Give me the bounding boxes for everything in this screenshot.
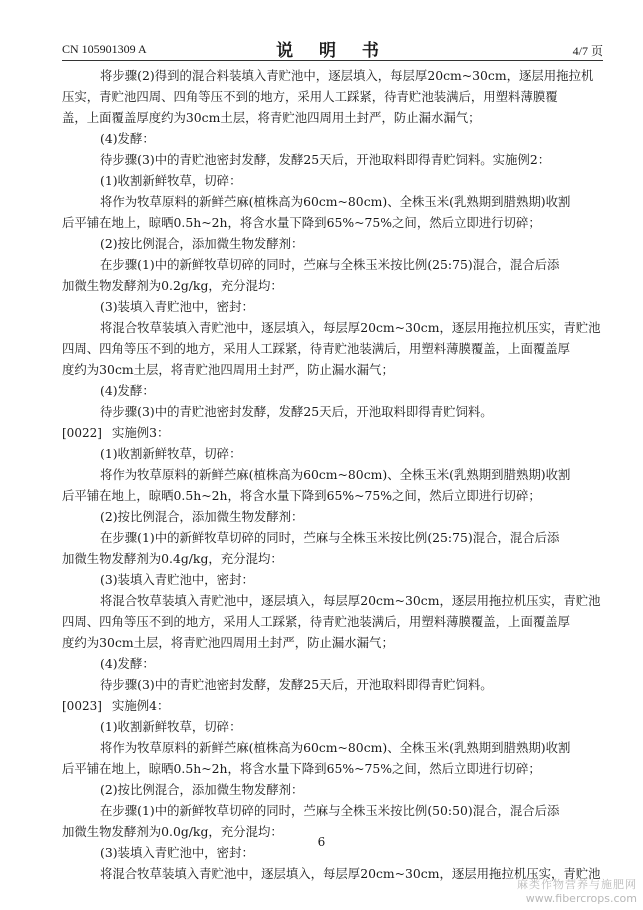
text-line xyxy=(62,212,602,233)
text-line xyxy=(62,170,602,191)
line-text: 四周、四角等压不到的地方，采用人工踩紧，待青贮池装满后，用塑料薄膜覆盖，上面覆盖厚 xyxy=(62,614,571,629)
header-rule xyxy=(62,60,603,61)
text-line xyxy=(62,233,602,254)
line-text: (1)收割新鲜牧草，切碎： xyxy=(100,446,242,461)
line-text: 待步骤(3)中的青贮池密封发酵，发酵25天后，开池取料即得青贮饲料。实施例2： xyxy=(100,152,551,167)
line-text: 度约为30cm土层，将青贮池四周用土封严，防止漏水漏气； xyxy=(62,635,394,650)
text-line xyxy=(62,422,602,443)
line-text: 将作为牧草原料的新鲜苎麻(植株高为60cm~80cm)、全株玉米(乳熟期到腊熟期)收割 xyxy=(100,740,571,755)
text-line xyxy=(62,590,602,611)
text-line xyxy=(62,149,602,170)
text-line xyxy=(62,758,602,779)
line-text: 将步骤(2)得到的混合料装填入青贮池中，逐层填入，每层厚20cm~30cm，逐层用拖拉机 xyxy=(100,68,594,83)
text-line xyxy=(62,296,602,317)
text-line xyxy=(62,380,602,401)
watermark xyxy=(517,876,637,905)
text-line xyxy=(62,65,602,86)
page-title: 说 明 书 xyxy=(276,41,389,61)
line-text: 后平铺在地上，晾晒0.5h~2h，将含水量下降到65%~75%之间，然后立即进行切碎； xyxy=(62,215,541,230)
line-text: 实施例3： xyxy=(112,425,170,440)
line-text: 压实，青贮池四周、四角等压不到的地方，采用人工踩紧，待青贮池装满后，用塑料薄膜覆 xyxy=(62,89,558,104)
text-line xyxy=(62,779,602,800)
line-text: (2)按比例混合，添加微生物发酵剂： xyxy=(100,509,304,524)
line-text: 后平铺在地上，晾晒0.5h~2h，将含水量下降到65%~75%之间，然后立即进行切碎； xyxy=(62,761,541,776)
line-text: 将作为牧草原料的新鲜苎麻(植株高为60cm~80cm)、全株玉米(乳熟期到腊熟期)收割 xyxy=(100,194,571,209)
text-line xyxy=(62,527,602,548)
text-line xyxy=(62,275,602,296)
line-text: (1)收割新鲜牧草，切碎： xyxy=(100,173,242,188)
line-text: 将混合牧草装填入青贮池中，逐层填入，每层厚20cm~30cm，逐层用拖拉机压实，青贮池 xyxy=(100,320,601,335)
line-text: (2)按比例混合，添加微生物发酵剂： xyxy=(100,236,304,251)
text-line xyxy=(62,338,602,359)
page-header xyxy=(62,36,603,61)
text-line xyxy=(62,401,602,422)
line-text: 将混合牧草装填入青贮池中，逐层填入，每层厚20cm~30cm，逐层用拖拉机压实，青贮池 xyxy=(100,866,601,881)
text-line xyxy=(62,107,602,128)
watermark-title: 麻类作物营养与施肥网 xyxy=(517,878,637,891)
line-text: (3)装填入青贮池中，密封： xyxy=(100,572,254,587)
text-line xyxy=(62,800,602,821)
line-text: 度约为30cm土层，将青贮池四周用土封严，防止漏水漏气； xyxy=(62,362,394,377)
line-text: (4)发酵： xyxy=(100,383,155,398)
line-text: 实施例4： xyxy=(112,698,170,713)
text-line xyxy=(62,569,602,590)
doc-number: CN 105901309 A xyxy=(62,42,147,56)
text-line xyxy=(62,443,602,464)
text-line xyxy=(62,632,602,653)
line-text: (4)发酵： xyxy=(100,656,155,671)
text-line xyxy=(62,611,602,632)
text-line xyxy=(62,653,602,674)
line-text: 将作为牧草原料的新鲜苎麻(植株高为60cm~80cm)、全株玉米(乳熟期到腊熟期)收割 xyxy=(100,467,571,482)
line-text: (4)发酵： xyxy=(100,131,155,146)
line-text: 四周、四角等压不到的地方，采用人工踩紧，待青贮池装满后，用塑料薄膜覆盖，上面覆盖厚 xyxy=(62,341,571,356)
text-line xyxy=(62,674,602,695)
page-number: 6 xyxy=(317,835,326,849)
line-text: 在步骤(1)中的新鲜牧草切碎的同时，苎麻与全株玉米按比例(50:50)混合，混合后添 xyxy=(100,803,560,818)
line-text: 待步骤(3)中的青贮池密封发酵，发酵25天后，开池取料即得青贮饲料。 xyxy=(100,677,493,692)
line-text: (3)装填入青贮池中，密封： xyxy=(100,299,254,314)
text-line xyxy=(62,254,602,275)
text-line xyxy=(62,464,602,485)
line-text: (3)装填入青贮池中，密封： xyxy=(100,845,254,860)
text-line xyxy=(62,548,602,569)
line-text: 加微生物发酵剂为0.4g/kg，充分混均： xyxy=(62,551,283,566)
line-text: (2)按比例混合，添加微生物发酵剂： xyxy=(100,782,304,797)
text-line xyxy=(62,86,602,107)
text-line xyxy=(62,506,602,527)
line-text: 后平铺在地上，晾晒0.5h~2h，将含水量下降到65%~75%之间，然后立即进行切碎； xyxy=(62,488,541,503)
text-line xyxy=(62,695,602,716)
paragraph-number: [0022] xyxy=(62,426,102,440)
text-line xyxy=(62,485,602,506)
line-text: 将混合牧草装填入青贮池中，逐层填入，每层厚20cm~30cm，逐层用拖拉机压实，青贮池 xyxy=(100,593,601,608)
text-line xyxy=(62,317,602,338)
text-line xyxy=(62,716,602,737)
line-text: 在步骤(1)中的新鲜牧草切碎的同时，苎麻与全株玉米按比例(25:75)混合，混合后添 xyxy=(100,530,560,545)
line-text: 加微生物发酵剂为0.0g/kg，充分混均： xyxy=(62,824,283,839)
line-text: 待步骤(3)中的青贮池密封发酵，发酵25天后，开池取料即得青贮饲料。 xyxy=(100,404,493,419)
text-line xyxy=(62,191,602,212)
line-text: (1)收割新鲜牧草，切碎： xyxy=(100,719,242,734)
line-text: 盖，上面覆盖厚度约为30cm土层，将青贮池四周用土封严，防止漏水漏气； xyxy=(62,110,481,125)
text-line xyxy=(62,737,602,758)
text-line xyxy=(62,128,602,149)
document-body xyxy=(62,65,602,884)
line-text: 加微生物发酵剂为0.2g/kg，充分混均： xyxy=(62,278,283,293)
paragraph-number: [0023] xyxy=(62,699,102,713)
text-line xyxy=(62,359,602,380)
watermark-url: www.fibercrops.com xyxy=(525,892,637,905)
page-count: 4/7 页 xyxy=(572,44,603,58)
line-text: 在步骤(1)中的新鲜牧草切碎的同时，苎麻与全株玉米按比例(25:75)混合，混合后添 xyxy=(100,257,560,272)
